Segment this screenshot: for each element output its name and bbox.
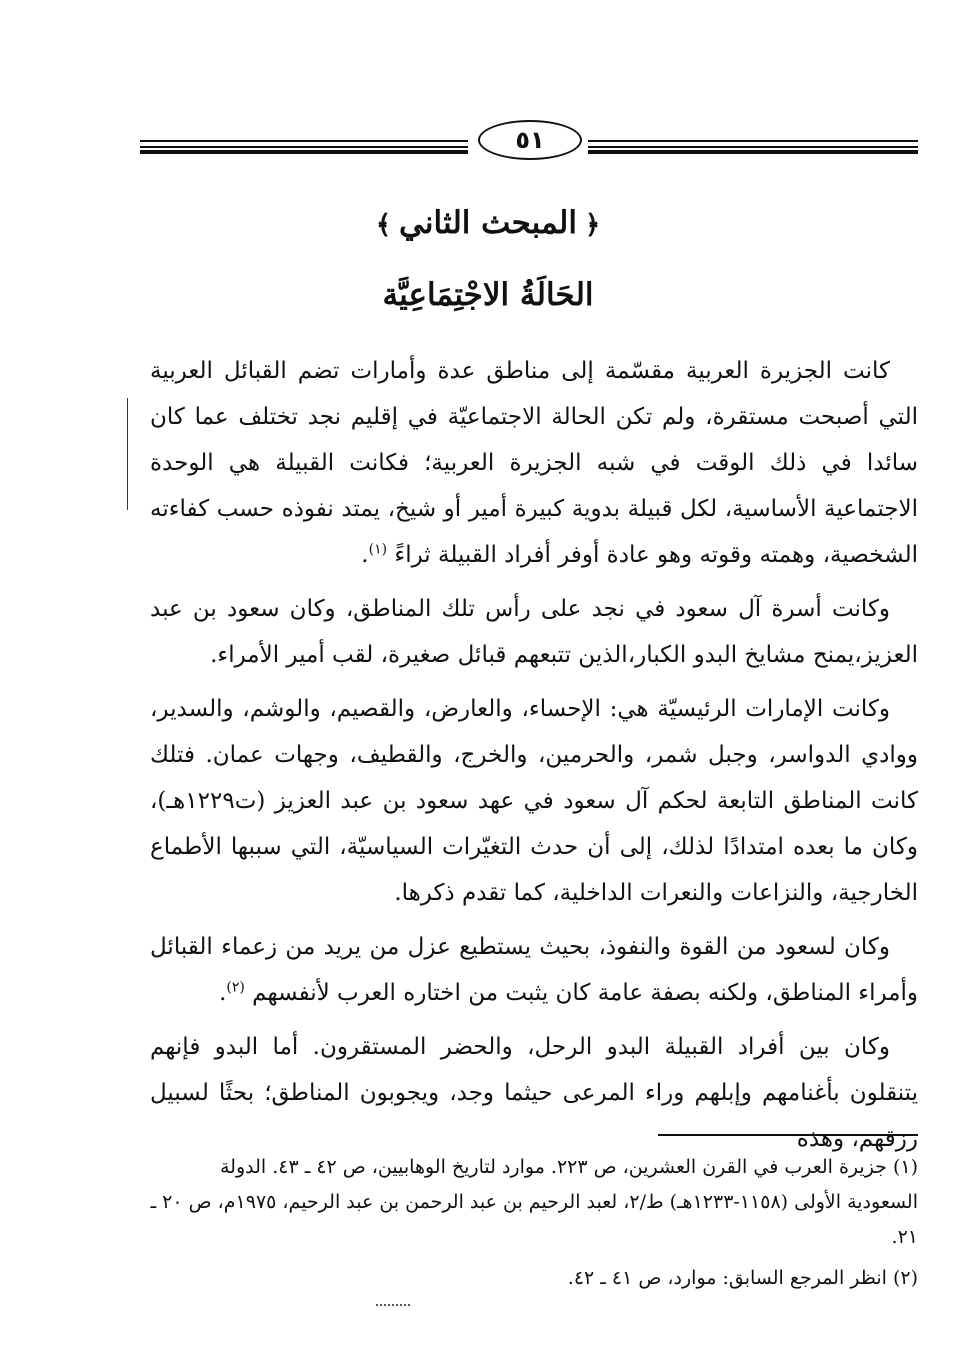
footnote-2-text: انظر المرجع السابق: موارد، ص ٤١ ـ ٤٢. (567, 1267, 887, 1289)
section-title (0, 203, 976, 243)
paragraph-2: وكانت أسرة آل سعود في نجد على رأس تلك المناطق، وكان سعود بن عبد العزيز،يمنح مشايخ البدو الكبار،الذين تتبعهم قبائل صغيرة، لقب أمير الأمراء. (150, 596, 918, 668)
bottom-mark (376, 1304, 410, 1306)
paragraph-3: وكانت الإمارات الرئيسيّة هي: الإحساء، والعارض، والقصيم، والوشم، والسدير، ووادي الدواسر، وجبل شمر، والحرمين، والخرج، والقطيف، وجهات عمان. فتلك كانت المناطق التابعة لحكم آل سعود في عهد سعود بن عبد العزيز (ت١٢٢٩هـ)، وكان ما بعده امتدادًا لذلك، إلى أن حدث التغيّرات السياسيّة، التي سببها الأطماع الخارجية، والنزاعات والنعرات الداخلية، كما تقدم ذكرها. (150, 696, 918, 906)
footnote-2 (150, 1261, 918, 1296)
paragraph-4 (150, 924, 918, 1016)
header-rule-left (140, 140, 468, 154)
footnote-ref-2[interactable]: (٢) (226, 979, 245, 996)
page-number-frame (478, 120, 582, 160)
footnote-1-number: (١) (892, 1156, 918, 1178)
footnote-separator (658, 1134, 918, 1136)
page-number: ٥١ (515, 126, 545, 154)
margin-mark (127, 398, 128, 510)
footnote-1 (150, 1150, 918, 1255)
footnote-ref-1[interactable]: (١) (368, 541, 388, 558)
ornament-close: ﴾ (375, 210, 392, 240)
footnote-1-text: جزيرة العرب في القرن العشرين، ص ٢٢٣. موارد لتاريخ الوهابيين، ص ٤٢ ـ ٤٣. الدولة السعودية الأولى (١١٥٨-١٢٣٣هـ) ط/٢، لعبد الرحيم بن عبد الرحمن بن عبد الرحيم، ١٩٧٥م، ص ٢٠ ـ ٢١. (150, 1156, 918, 1248)
paragraph-1 (150, 348, 918, 578)
page-header (140, 118, 918, 168)
ornament-open: ﴿ (584, 210, 601, 240)
section-title-text: المبحث الثاني (399, 205, 577, 241)
header-rule-right (588, 140, 918, 154)
section-subtitle: الحَالَةُ الاجْتِمَاعِيَّة (382, 277, 594, 313)
paragraph-1-text: كانت الجزيرة العربية مقسّمة إلى مناطق عدة وأمارات تضم القبائل العربية التي أصبحت مستقرة، ولم تكن الحالة الاجتماعيّة في إقليم نجد تختلف عما كان سائدا في ذلك الوقت في شبه الجزيرة العربية؛ فكانت القبيلة هي الوحدة الاجتماعية الأساسية، لكل قبيلة بدوية كبيرة أمير أو شيخ، يمتد نفوذه حسب كفاءته الشخصية، وهمته وقوته وهو عادة أوفر أفراد القبيلة ثراءً (150, 358, 918, 568)
body-text (150, 348, 918, 1170)
footnote-2-number: (٢) (892, 1267, 918, 1289)
paragraph-1-end: . (361, 542, 369, 568)
paragraph-5: وكان بين أفراد القبيلة البدو الرحل، والحضر المستقرون. أما البدو فإنهم يتنقلون بأغنامهم وإبلهم وراء المرعى حيثما وجد، ويجوبون المناطق؛ بحثًا لسبيل رزقهم، وهذه (150, 1034, 918, 1152)
footnotes (150, 1150, 918, 1302)
paragraph-4-end: . (219, 980, 227, 1006)
paragraph-4-text: وكان لسعود من القوة والنفوذ، بحيث يستطيع عزل من يريد من زعماء القبائل وأمراء المناطق، ولكنه بصفة عامة كان يثبت من اختاره العرب لأنفسهم (150, 934, 918, 1006)
